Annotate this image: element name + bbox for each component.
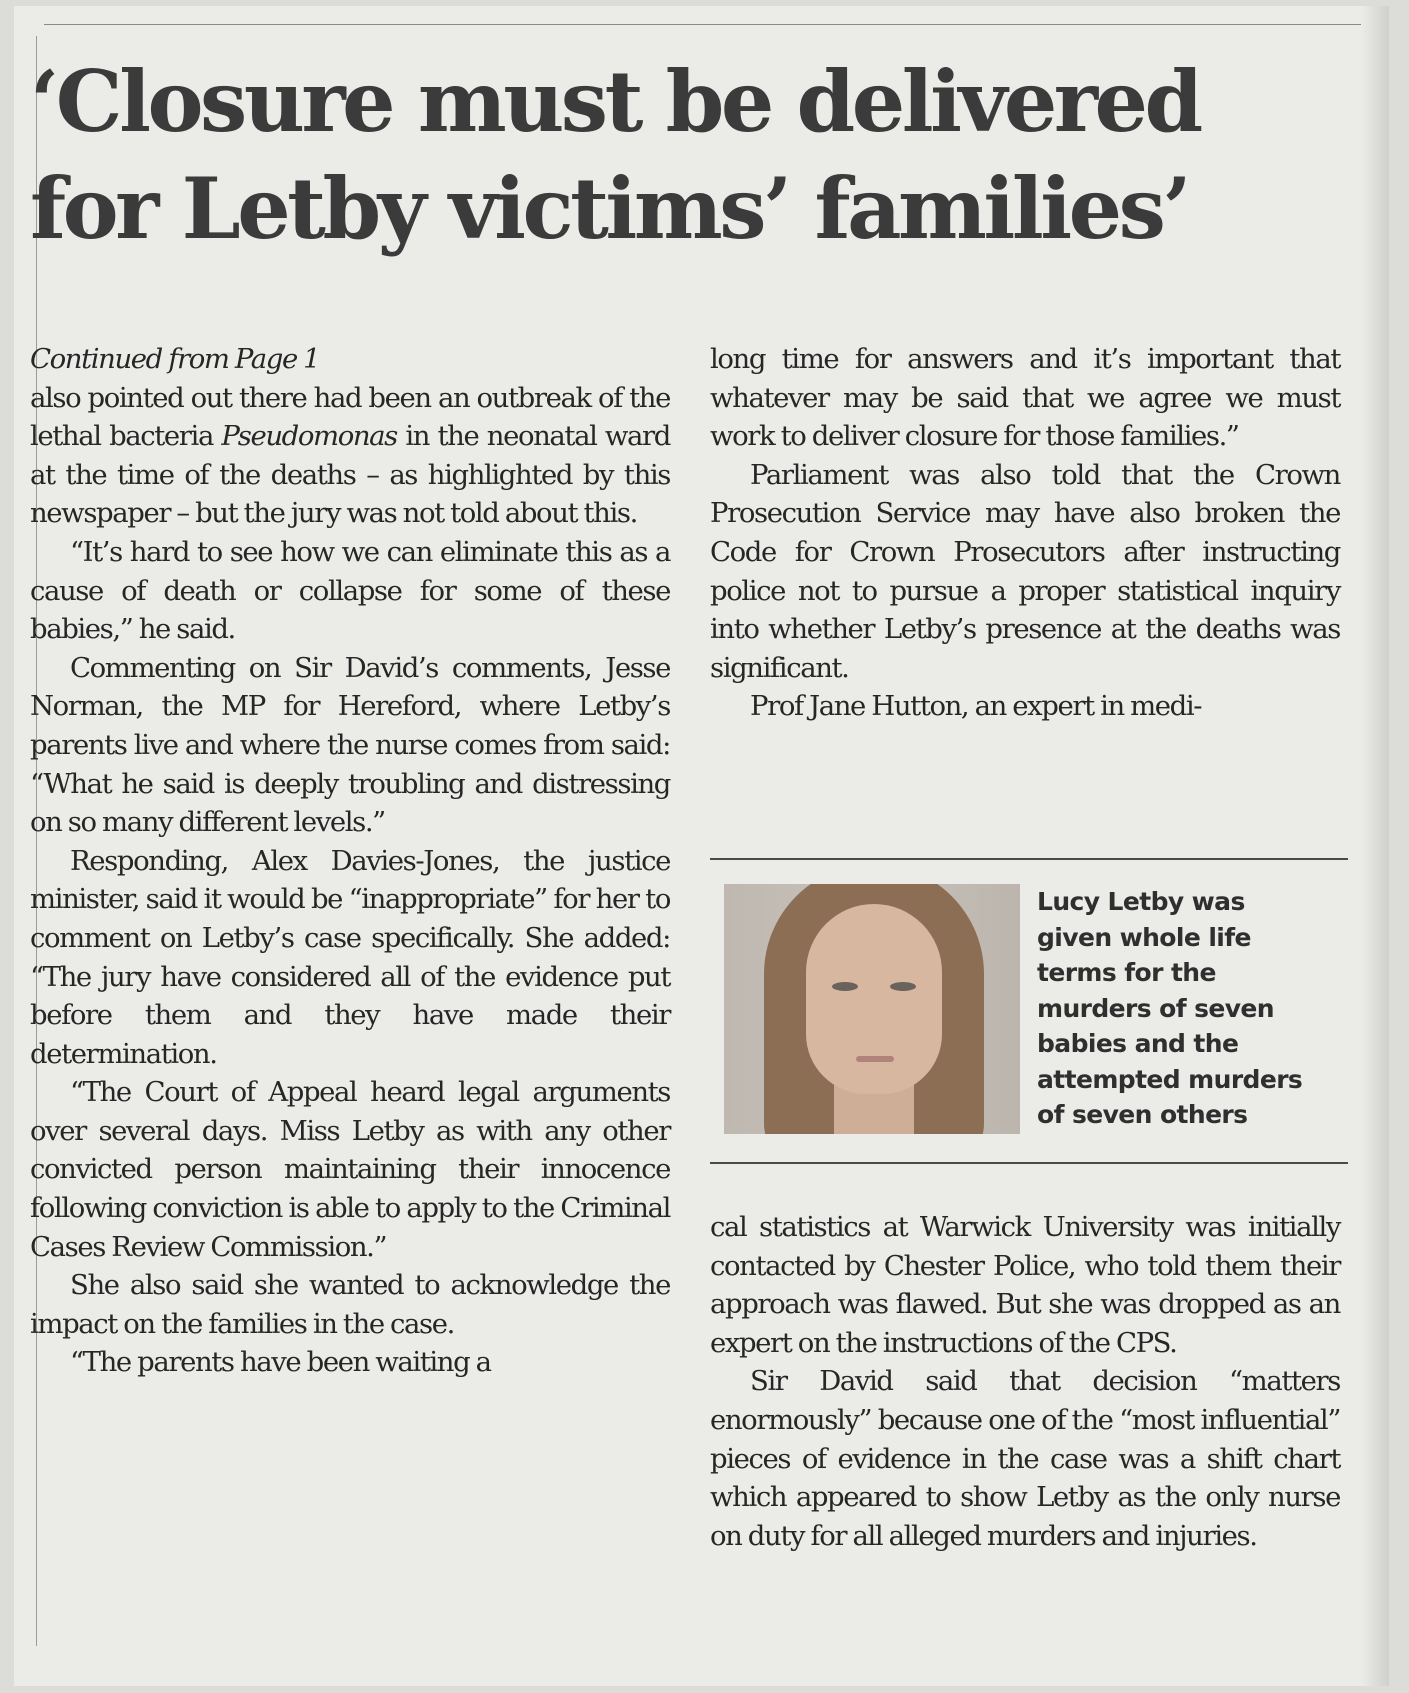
paragraph: “The parents have been waiting a xyxy=(70,1346,491,1379)
paragraph: cal statistics at Warwick University was initially contacted by Chester Police, who told them their approach was flawed. But she was dropped as an expert on the instructions of the CPS. xyxy=(710,1211,1340,1359)
paragraph: Responding, Alex Davies-Jones, the justice minister, said it would be “inappropriate” for her to comment on Letby’s case specifically. She added: “The jury have considered all of the evidence put before them and they have made their determination. xyxy=(30,844,670,1070)
headline-line-2: for Letby victims’ families’ xyxy=(30,159,1189,258)
caption-line: of seven others xyxy=(1037,1100,1248,1129)
photo-caption xyxy=(1037,884,1337,1133)
caption-line: Lucy Letby was xyxy=(1037,887,1245,916)
caption-line: attempted murders xyxy=(1037,1064,1303,1094)
article-column-right-top xyxy=(710,340,1340,726)
paragraph: “It’s hard to see how we can eliminate this as a cause of death or collapse for some of these babies,” he said. xyxy=(30,535,670,646)
paragraph: Parliament was also told that the Crown Prosecution Service may have also broken the Code for Crown Prosecutors after instructing police not to pursue a proper statistical inquiry into whether Letby’s presence at the deaths was significant. xyxy=(710,458,1340,684)
paragraph: long time for answers and it’s important that whatever may be said that we agree we must work to deliver closure for those families.” xyxy=(710,343,1340,453)
paragraph: “The Court of Appeal heard legal arguments over several days. Miss Letby as with any other convicted person maintaining their innocence following conviction is able to apply to the Criminal Cases Review Commission.” xyxy=(30,1076,670,1263)
caption-line: babies and the xyxy=(1037,1029,1239,1058)
paragraph: also pointed out there had been an outbreak of the lethal bacteria Pseudomonas in the neonatal ward at the time of the deaths – as highlighted by this newspaper – but the jury was not told about this. xyxy=(30,381,670,530)
article-column-right-bottom xyxy=(710,1208,1340,1555)
paragraph: She also said she wanted to acknowledge the impact on the families in the case. xyxy=(30,1269,670,1340)
portrait-photo xyxy=(724,884,1020,1134)
paragraph: Commenting on Sir David’s comments, Jesse Norman, the MP for Hereford, where Letby’s parents live and where the nurse comes from said: “What he said is deeply troubling and distressing on so many different levels.” xyxy=(30,651,670,839)
headline xyxy=(30,48,1340,262)
top-rule xyxy=(44,24,1374,25)
photo-bottom-rule xyxy=(710,1162,1348,1164)
caption-line: murders of seven xyxy=(1037,993,1274,1023)
paragraph: Sir David said that decision “matters enormously” because one of the “most influential” pieces of evidence in the case was a shift chart which appeared to show Letby as the only nurse on duty for all alleged murders and injuries. xyxy=(710,1365,1340,1552)
bacteria-name: Pseudomonas xyxy=(221,420,397,453)
continued-from-label: Continued from Page 1 xyxy=(30,343,320,375)
headline-line-1: ‘Closure must be delivered xyxy=(30,52,1200,151)
page-edge-shadow xyxy=(1361,6,1389,1686)
caption-line: given whole life xyxy=(1037,922,1251,952)
caption-line: terms for the xyxy=(1037,958,1216,987)
photo-top-rule xyxy=(710,858,1348,860)
photo-block xyxy=(710,858,1348,1170)
article-column-left xyxy=(30,340,670,1382)
paragraph: Prof Jane Hutton, an expert in medi- xyxy=(750,690,1202,723)
